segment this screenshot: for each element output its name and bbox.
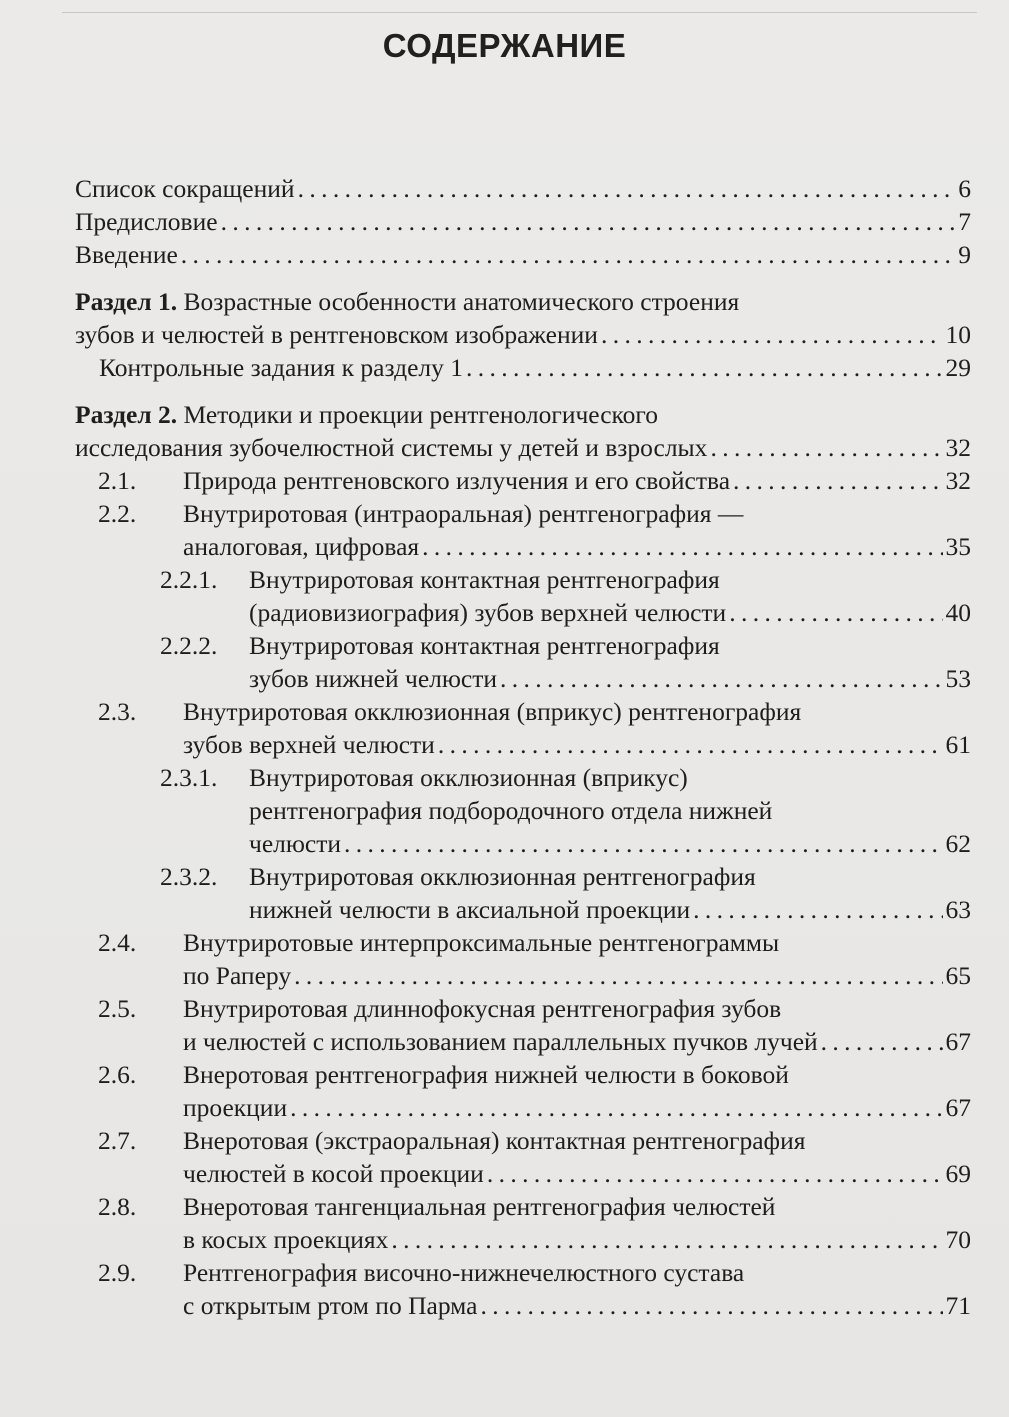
toc-entry-title-line2: рентгенография подбородочного отдела нижней	[249, 796, 773, 825]
dot-leader	[821, 1025, 943, 1058]
toc-entry-2-4	[75, 926, 971, 992]
toc-entry-2-2	[75, 497, 971, 563]
toc-entry-2-5	[75, 992, 971, 1058]
dot-leader	[221, 205, 956, 238]
toc-entry-title-line1: Внутриротовая окклюзионная рентгенография	[249, 862, 756, 891]
toc-entry-2-3	[75, 695, 971, 761]
toc-entry-title-line2: аналоговая, цифровая	[183, 532, 420, 561]
toc-entry-title-line2: (радиовизиография) зубов верхней челюсти	[249, 598, 727, 627]
toc-entry-introduction	[75, 238, 971, 271]
section-label: Раздел 1.	[75, 287, 178, 316]
dot-leader	[438, 728, 943, 761]
page-number: 65	[945, 961, 971, 990]
entry-number: 2.3.	[98, 697, 137, 726]
toc-entry-2-9	[75, 1256, 971, 1322]
toc-entry-title-line1: Внутриротовая окклюзионная (вприкус)	[249, 763, 688, 792]
toc-entry-title: Контрольные задания к разделу 1	[99, 353, 463, 382]
page-number: 6	[958, 174, 971, 203]
toc-entry-title-line3: челюсти	[249, 829, 342, 858]
page-number: 63	[945, 895, 971, 924]
toc-entry-2-1	[75, 464, 971, 497]
page-number: 7	[958, 207, 971, 236]
entry-number: 2.9.	[98, 1258, 137, 1287]
toc-entry-2-8	[75, 1190, 971, 1256]
toc-entry-title-line1: Методики и проекции рентгенологического	[177, 400, 658, 429]
dot-leader	[601, 318, 943, 351]
toc-entry-title-line1: Возрастные особенности анатомического строения	[177, 287, 740, 316]
toc-entry-2-7	[75, 1124, 971, 1190]
top-rule	[62, 12, 977, 13]
entry-number: 2.6.	[98, 1060, 137, 1089]
page-number: 9	[958, 240, 971, 269]
page-number: 32	[945, 466, 971, 495]
toc-entry-2-3-1	[75, 761, 971, 860]
toc-entry-title-line1: Внутриротовая (интраоральная) рентгенография —	[183, 499, 744, 528]
dot-leader	[344, 827, 942, 860]
toc-entry-2-3-2	[75, 860, 971, 926]
toc-entry-title-line2: по Раперу	[183, 961, 292, 990]
toc-entry-title-line1: Внутриротовая длиннофокусная рентгенография зубов	[183, 994, 782, 1023]
dot-leader	[422, 530, 942, 563]
dot-leader	[693, 893, 942, 926]
page-number: 69	[945, 1159, 971, 1188]
dot-leader	[710, 431, 942, 464]
section-label: Раздел 2.	[75, 400, 178, 429]
entry-number: 2.8.	[98, 1192, 137, 1221]
toc-entry-title-line2: исследования зубочелюстной системы у детей и взрослых	[75, 433, 708, 462]
toc-entry-2-2-1	[75, 563, 971, 629]
dot-leader	[391, 1223, 942, 1256]
toc-entry-title-line2: зубов верхней челюсти	[183, 730, 435, 759]
toc-entry-title-line2: зубов и челюстей в рентгеновском изображении	[75, 320, 598, 349]
page-number: 67	[945, 1093, 971, 1122]
page-number: 29	[945, 353, 971, 382]
toc-entry-title-line2: зубов нижней челюсти	[249, 664, 498, 693]
toc-entry-section-2	[75, 398, 971, 464]
table-of-contents	[75, 172, 971, 1322]
entry-number: 2.3.1.	[160, 763, 218, 792]
toc-entry-2-2-2	[75, 629, 971, 695]
dot-leader	[298, 172, 956, 205]
page-number: 35	[945, 532, 971, 561]
dot-leader	[294, 959, 942, 992]
dot-leader	[500, 662, 942, 695]
toc-entry-title-line2: нижней челюсти в аксиальной проекции	[249, 895, 691, 924]
toc-entry-title-line1: Внеротовая рентгенография нижней челюсти в боковой	[183, 1060, 789, 1089]
page-title: СОДЕРЖАНИЕ	[382, 27, 627, 64]
toc-entry-title-line1: Внеротовая тангенциальная рентгенография челюстей	[183, 1192, 776, 1221]
toc-entry-title-line2: в косых проекциях	[183, 1225, 389, 1254]
page-number: 53	[945, 664, 971, 693]
entry-number: 2.5.	[98, 994, 137, 1023]
dot-leader	[480, 1289, 942, 1322]
dot-leader	[733, 464, 942, 497]
page-number: 40	[945, 598, 971, 627]
page-number: 71	[945, 1291, 971, 1320]
entry-number: 2.2.	[98, 499, 137, 528]
entry-number: 2.2.2.	[160, 631, 218, 660]
entry-number: 2.1.	[98, 466, 137, 495]
entry-number: 2.7.	[98, 1126, 137, 1155]
toc-entry-title: Природа рентгеновского излучения и его свойства	[183, 466, 731, 495]
toc-entry-section-1	[75, 285, 971, 351]
page-number: 10	[945, 320, 971, 349]
toc-entry-2-6	[75, 1058, 971, 1124]
toc-entry-title: Список сокращений	[75, 174, 295, 203]
toc-entry-title-line2: проекции	[183, 1093, 288, 1122]
dot-leader	[729, 596, 942, 629]
toc-entry-title-line2: с открытым ртом по Парма	[183, 1291, 478, 1320]
entry-number: 2.3.2.	[160, 862, 218, 891]
entry-number: 2.4.	[98, 928, 137, 957]
toc-entry-abbreviations	[75, 172, 971, 205]
toc-entry-title-line1: Внутриротовая контактная рентгенография	[249, 631, 720, 660]
dot-leader	[466, 351, 943, 384]
page-number: 67	[945, 1027, 971, 1056]
page-number: 62	[945, 829, 971, 858]
toc-entry-control-tasks-1	[75, 351, 971, 384]
toc-entry-title-line2: и челюстей с использованием параллельных пучков лучей	[183, 1027, 818, 1056]
entry-number: 2.2.1.	[160, 565, 218, 594]
page-number: 32	[945, 433, 971, 462]
toc-entry-title: Предисловие	[75, 207, 218, 236]
toc-entry-title-line2: челюстей в косой проекции	[183, 1159, 484, 1188]
toc-entry-preface	[75, 205, 971, 238]
dot-leader	[487, 1157, 943, 1190]
toc-entry-title-line1: Внеротовая (экстраоральная) контактная рентгенография	[183, 1126, 806, 1155]
toc-entry-title-line1: Внутриротовая окклюзионная (вприкус) рентгенография	[183, 697, 802, 726]
toc-entry-title: Введение	[75, 240, 178, 269]
dot-leader	[290, 1091, 942, 1124]
toc-entry-title-line1: Внутриротовые интерпроксимальные рентгенограммы	[183, 928, 780, 957]
dot-leader	[181, 238, 955, 271]
toc-entry-title-line1: Рентгенография височно-нижнечелюстного сустава	[183, 1258, 745, 1287]
page-number: 70	[945, 1225, 971, 1254]
page-number: 61	[945, 730, 971, 759]
toc-entry-title-line1: Внутриротовая контактная рентгенография	[249, 565, 720, 594]
